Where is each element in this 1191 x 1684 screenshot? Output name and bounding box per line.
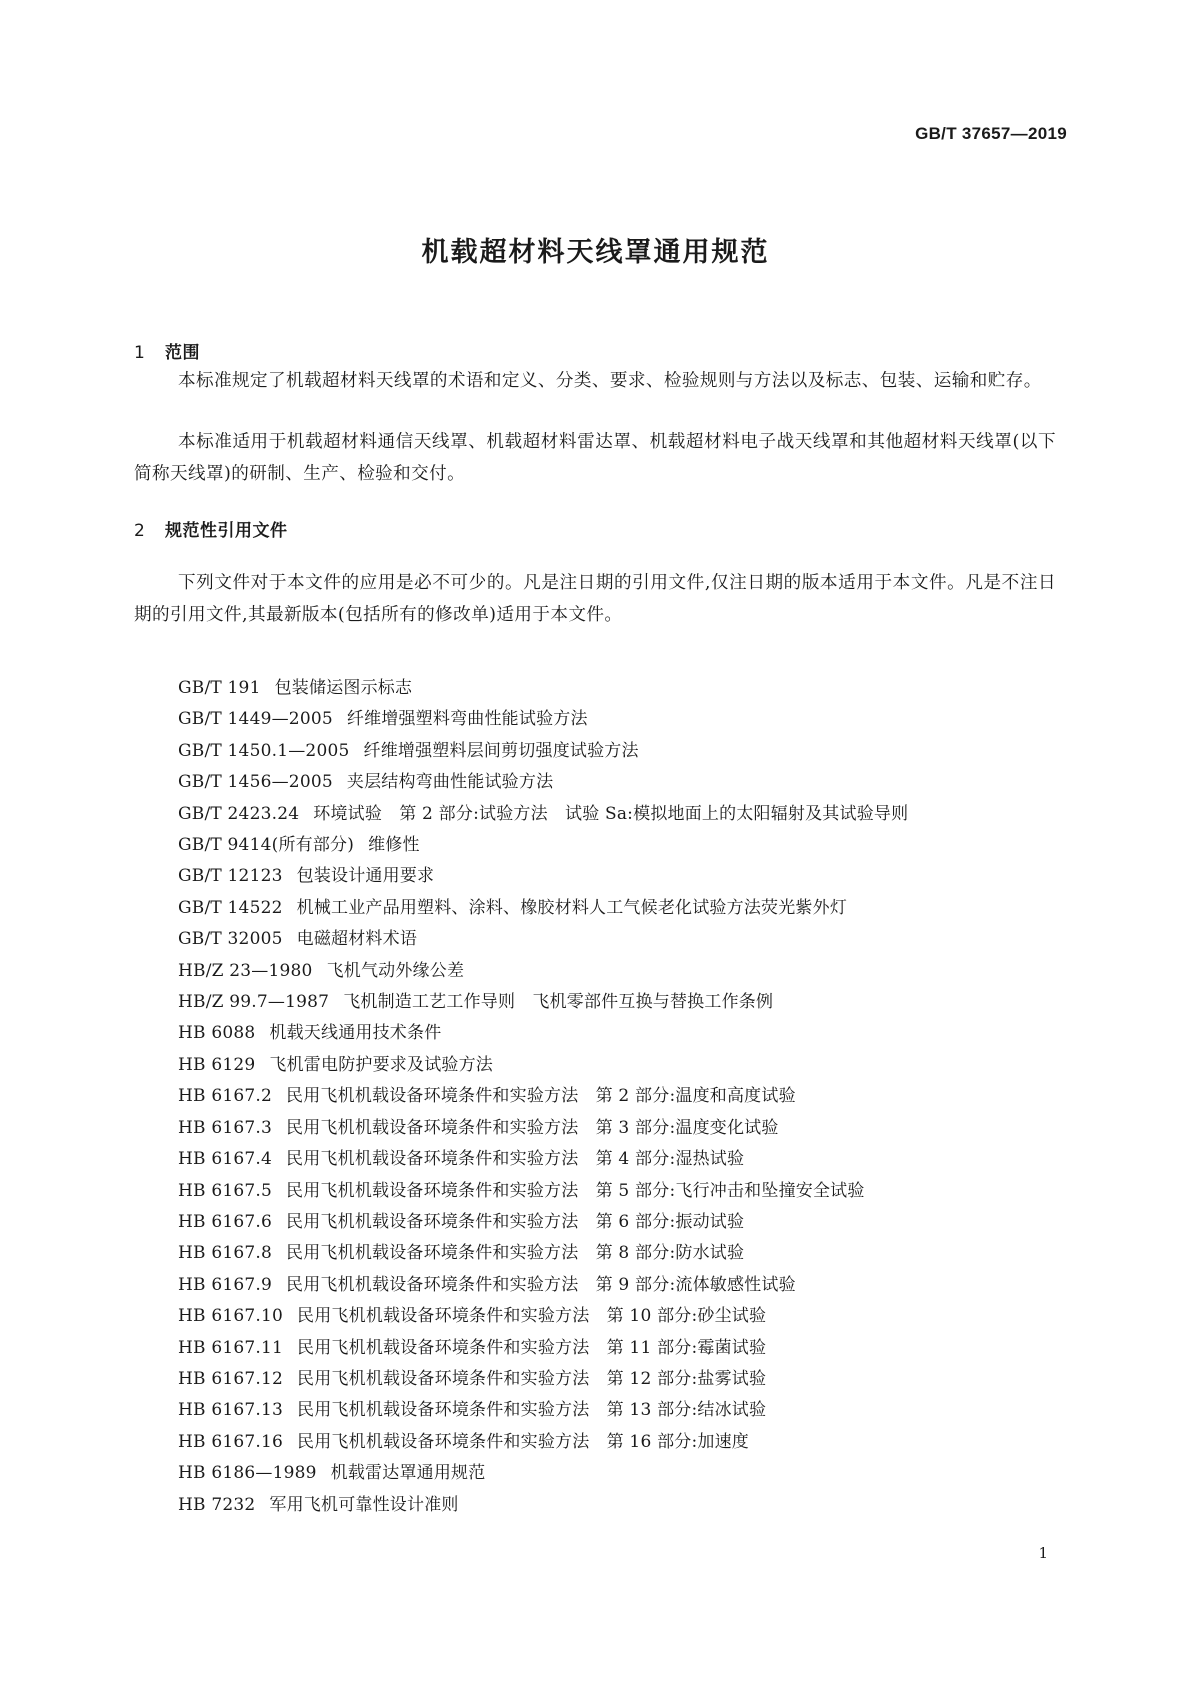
reference-item: [178, 1207, 908, 1238]
reference-item: [178, 1458, 908, 1489]
reference-item: [178, 1018, 908, 1049]
section-number: 2: [134, 521, 146, 541]
reference-code: HB 6167.13: [178, 1400, 284, 1421]
reference-item: [178, 1238, 908, 1269]
reference-title: 机载雷达罩通用规范: [330, 1463, 486, 1484]
reference-code: HB 7232: [178, 1494, 256, 1515]
reference-title: 民用飞机机载设备环境条件和实验方法 第 6 部分:振动试验: [286, 1211, 745, 1232]
reference-code: HB 6167.12: [178, 1368, 284, 1389]
reference-item: [178, 924, 908, 955]
reference-item: [178, 956, 908, 987]
reference-code: HB/Z 23—1980: [178, 960, 313, 981]
reference-title: 环境试验 第 2 部分:试验方法 试验 Sa:模拟地面上的太阳辐射及其试验导则: [313, 803, 909, 824]
reference-item: [178, 1364, 908, 1395]
reference-item: [178, 893, 908, 924]
reference-item: [178, 1081, 908, 1112]
reference-item: [178, 1050, 908, 1081]
page-number: 1: [1038, 1544, 1048, 1562]
reference-list: [178, 673, 908, 1521]
reference-code: GB/T 1450.1—2005: [178, 740, 350, 761]
document-title: 机载超材料天线罩通用规范: [421, 237, 770, 268]
scope-paragraph-2: 本标准适用于机载超材料通信天线罩、机载超材料雷达罩、机载超材料电子战天线罩和其他超材料天线罩(以下简称天线罩)的研制、生产、检验和交付。: [134, 432, 1056, 484]
section-heading-references: [134, 516, 288, 541]
reference-code: GB/T 1456—2005: [178, 772, 333, 793]
reference-code: HB 6167.9: [178, 1274, 273, 1295]
reference-code: HB 6129: [178, 1054, 256, 1075]
reference-title: 民用飞机机载设备环境条件和实验方法 第 10 部分:砂尘试验: [297, 1306, 767, 1327]
reference-code: GB/T 32005: [178, 929, 283, 950]
reference-title: 纤维增强塑料弯曲性能试验方法: [346, 709, 588, 730]
reference-title: 民用飞机机载设备环境条件和实验方法 第 5 部分:飞行冲击和坠撞安全试验: [286, 1180, 865, 1201]
reference-title: 维修性: [368, 835, 420, 856]
references-intro: 下列文件对于本文件的应用是必不可少的。凡是注日期的引用文件,仅注日期的版本适用于本文件。凡是不注日期的引用文件,其最新版本(包括所有的修改单)适用于本文件。: [134, 573, 1056, 625]
reference-code: HB 6167.4: [178, 1149, 273, 1170]
reference-item: [178, 1270, 908, 1301]
reference-title: 民用飞机机载设备环境条件和实验方法 第 4 部分:湿热试验: [286, 1149, 745, 1170]
reference-item: [178, 1333, 908, 1364]
reference-code: HB 6167.2: [178, 1086, 273, 1107]
reference-title: 民用飞机机载设备环境条件和实验方法 第 9 部分:流体敏感性试验: [286, 1274, 796, 1295]
reference-title: 民用飞机机载设备环境条件和实验方法 第 3 部分:温度变化试验: [286, 1117, 779, 1138]
reference-item: [178, 767, 908, 798]
reference-item: [178, 1490, 908, 1521]
reference-item: [178, 704, 908, 735]
reference-code: GB/T 191: [178, 678, 261, 698]
reference-code: HB 6167.6: [178, 1211, 273, 1232]
reference-title: 纤维增强塑料层间剪切强度试验方法: [363, 740, 639, 761]
section-title: 规范性引用文件: [165, 521, 288, 541]
reference-title: 机械工业产品用塑料、涂料、橡胶材料人工气候老化试验方法荧光紫外灯: [296, 897, 848, 918]
reference-item: [178, 799, 908, 830]
reference-code: HB 6167.11: [178, 1337, 284, 1358]
reference-title: 民用飞机机载设备环境条件和实验方法 第 8 部分:防水试验: [286, 1243, 745, 1264]
standard-code: GB/T 37657—2019: [915, 124, 1067, 143]
reference-title: 民用飞机机载设备环境条件和实验方法 第 11 部分:霉菌试验: [297, 1337, 767, 1358]
reference-title: 民用飞机机载设备环境条件和实验方法 第 2 部分:温度和高度试验: [286, 1086, 796, 1107]
reference-item: [178, 1113, 908, 1144]
reference-item: [178, 1301, 908, 1332]
reference-code: HB 6167.8: [178, 1243, 273, 1264]
reference-item: [178, 736, 908, 767]
reference-title: 民用飞机机载设备环境条件和实验方法 第 12 部分:盐雾试验: [297, 1368, 767, 1389]
reference-item: [178, 1427, 908, 1458]
section-title: 范围: [165, 343, 200, 363]
reference-item: [178, 1395, 908, 1426]
reference-code: HB 6167.16: [178, 1431, 284, 1452]
reference-code: HB 6167.5: [178, 1180, 273, 1201]
scope-paragraph-1: 本标准规定了机载超材料天线罩的术语和定义、分类、要求、检验规则与方法以及标志、包装、运输和贮存。: [178, 371, 1042, 391]
reference-code: HB/Z 99.7—1987: [178, 992, 330, 1013]
reference-item: [178, 861, 908, 892]
reference-code: HB 6186—1989: [178, 1463, 317, 1484]
reference-code: GB/T 9414(所有部分): [178, 835, 355, 856]
reference-title: 飞机气动外缘公差: [326, 960, 465, 981]
section-number: 1: [134, 343, 146, 363]
reference-title: 夹层结构弯曲性能试验方法: [346, 772, 554, 793]
reference-title: 军用飞机可靠性设计准则: [269, 1494, 459, 1515]
reference-item: [178, 830, 908, 861]
reference-code: HB 6167.3: [178, 1117, 273, 1138]
reference-code: HB 6088: [178, 1023, 256, 1044]
reference-code: GB/T 12123: [178, 866, 283, 887]
section-heading-scope: [134, 338, 200, 363]
reference-code: GB/T 2423.24: [178, 803, 300, 824]
reference-title: 民用飞机机载设备环境条件和实验方法 第 16 部分:加速度: [297, 1431, 749, 1452]
reference-title: 包装储运图示标志: [274, 678, 413, 698]
reference-item: [178, 673, 908, 704]
reference-title: 包装设计通用要求: [296, 866, 435, 887]
reference-title: 机载天线通用技术条件: [269, 1023, 442, 1044]
reference-item: [178, 1144, 908, 1175]
reference-item: [178, 1176, 908, 1207]
reference-title: 电磁超材料术语: [296, 929, 418, 950]
reference-code: HB 6167.10: [178, 1306, 284, 1327]
reference-code: GB/T 14522: [178, 897, 283, 918]
reference-item: [178, 987, 908, 1018]
reference-title: 飞机制造工艺工作导则 飞机零部件互换与替换工作条例: [343, 992, 774, 1013]
reference-title: 飞机雷电防护要求及试验方法: [269, 1054, 493, 1075]
reference-title: 民用飞机机载设备环境条件和实验方法 第 13 部分:结冰试验: [297, 1400, 767, 1421]
reference-code: GB/T 1449—2005: [178, 709, 333, 730]
